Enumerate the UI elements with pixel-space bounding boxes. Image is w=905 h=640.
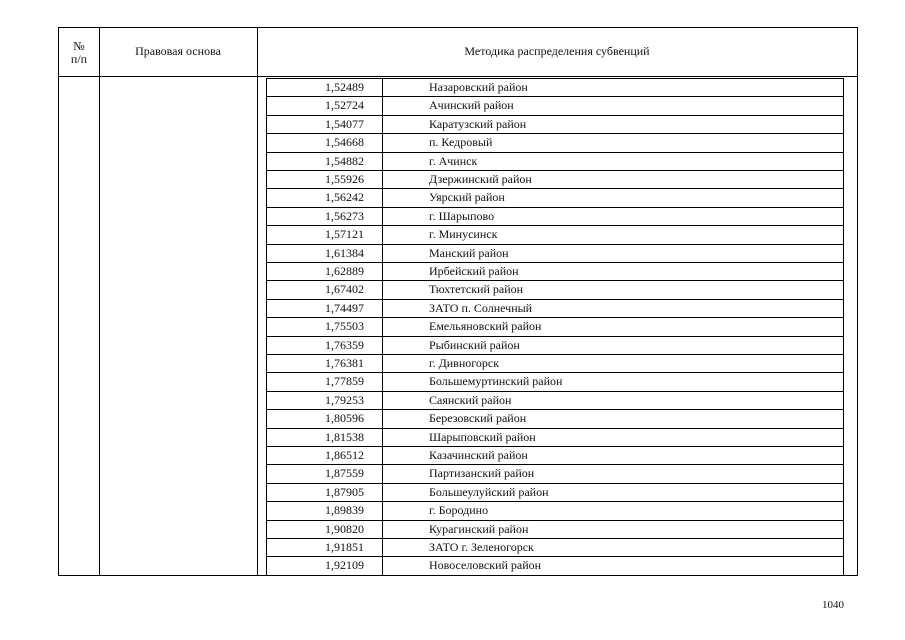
municipality-name: Рыбинский район bbox=[429, 337, 520, 352]
cell-divider bbox=[382, 300, 383, 317]
table-row bbox=[267, 78, 843, 96]
municipality-name: Уярский район bbox=[429, 190, 505, 205]
cell-divider bbox=[382, 447, 383, 464]
cell-divider bbox=[382, 79, 383, 96]
municipality-name: п. Кедровый bbox=[429, 135, 493, 150]
header-methodology: Методика распределения субвенций bbox=[464, 44, 650, 58]
coefficient-value: 1,62889 bbox=[325, 264, 364, 278]
coefficient-value: 1,56273 bbox=[325, 208, 364, 223]
coefficient-value: 1,76359 bbox=[325, 337, 364, 352]
municipality-name: Емельяновский район bbox=[429, 319, 542, 334]
coefficient-value: 1,86512 bbox=[325, 448, 364, 462]
municipality-name: г. Минусинск bbox=[429, 227, 498, 242]
municipality-name: Курагинский район bbox=[429, 521, 529, 536]
table-row bbox=[267, 464, 843, 482]
municipality-name: г. Шарыпово bbox=[429, 208, 495, 223]
coefficient-value: 1,74497 bbox=[325, 300, 364, 315]
municipality-name: г. Бородино bbox=[429, 503, 489, 518]
cell-divider bbox=[382, 281, 383, 298]
cell-divider bbox=[382, 502, 383, 519]
coefficient-value: 1,92109 bbox=[325, 558, 364, 573]
table-row bbox=[267, 372, 843, 390]
municipality-name: г. Дивногорск bbox=[429, 356, 500, 370]
header-number bbox=[59, 40, 99, 66]
coefficient-value: 1,87559 bbox=[325, 466, 364, 481]
municipality-name: ЗАТО п. Солнечный bbox=[429, 300, 533, 315]
table-row bbox=[267, 538, 843, 556]
cell-divider bbox=[382, 392, 383, 409]
coefficient-value: 1,54882 bbox=[325, 153, 364, 168]
coefficient-value: 1,61384 bbox=[325, 245, 364, 260]
coefficient-value: 1,75503 bbox=[325, 319, 364, 334]
table-row bbox=[267, 152, 843, 170]
table-row bbox=[267, 520, 843, 538]
cell-divider bbox=[382, 171, 383, 188]
coefficient-value: 1,55926 bbox=[325, 172, 364, 186]
table-row bbox=[267, 428, 843, 446]
cell-divider bbox=[382, 226, 383, 243]
column-divider-2 bbox=[257, 28, 258, 575]
cell-divider bbox=[382, 484, 383, 501]
cell-divider bbox=[382, 355, 383, 372]
table-row bbox=[267, 354, 843, 372]
municipality-name: Партизанский район bbox=[429, 466, 535, 481]
table-row bbox=[267, 262, 843, 280]
table-row bbox=[267, 299, 843, 317]
cell-divider bbox=[382, 373, 383, 390]
cell-divider bbox=[382, 410, 383, 427]
municipality-name: Ачинский район bbox=[429, 98, 514, 113]
cell-divider bbox=[382, 153, 383, 170]
table-row bbox=[267, 280, 843, 298]
municipality-name: Тюхтетский район bbox=[429, 282, 524, 297]
cell-divider bbox=[382, 208, 383, 225]
coefficient-value: 1,56242 bbox=[325, 190, 364, 205]
table-row bbox=[267, 170, 843, 188]
cell-divider bbox=[382, 465, 383, 482]
table-row bbox=[267, 483, 843, 501]
coefficient-value: 1,52489 bbox=[325, 80, 364, 94]
coefficient-value: 1,79253 bbox=[325, 392, 364, 407]
municipality-name: Дзержинский район bbox=[429, 172, 532, 186]
coefficient-value: 1,77859 bbox=[325, 374, 364, 389]
municipality-name: Манский район bbox=[429, 245, 509, 260]
table-row bbox=[267, 446, 843, 464]
cell-divider bbox=[382, 189, 383, 206]
municipality-name: Шарыповский район bbox=[429, 429, 536, 444]
municipality-name: Новоселовский район bbox=[429, 558, 542, 573]
coefficient-value: 1,87905 bbox=[325, 484, 364, 499]
coefficient-value: 1,76381 bbox=[325, 356, 364, 370]
table-row bbox=[267, 188, 843, 206]
municipality-name: Казачинский район bbox=[429, 448, 528, 462]
cell-divider bbox=[382, 263, 383, 280]
cell-divider bbox=[382, 134, 383, 151]
coefficient-value: 1,81538 bbox=[325, 429, 364, 444]
municipality-name: Березовский район bbox=[429, 411, 527, 426]
column-divider-1 bbox=[99, 28, 100, 575]
cell-divider bbox=[382, 337, 383, 354]
table-row bbox=[267, 244, 843, 262]
cell-divider bbox=[382, 429, 383, 446]
municipality-name: Большеулуйский район bbox=[429, 484, 549, 499]
coefficient-value: 1,90820 bbox=[325, 521, 364, 536]
coefficient-value: 1,80596 bbox=[325, 411, 364, 426]
coefficient-value: 1,91851 bbox=[325, 540, 364, 554]
cell-divider bbox=[382, 97, 383, 114]
coefficient-value: 1,52724 bbox=[325, 98, 364, 113]
header-legal-basis: Правовая основа bbox=[135, 44, 221, 58]
coefficient-value: 1,54668 bbox=[325, 135, 364, 150]
table-row bbox=[267, 133, 843, 151]
main-table bbox=[58, 27, 858, 576]
table-row bbox=[267, 336, 843, 354]
municipality-name: Большемуртинский район bbox=[429, 374, 563, 389]
table-row bbox=[267, 391, 843, 409]
page-number: 1040 bbox=[822, 599, 844, 611]
table-row bbox=[267, 317, 843, 335]
header-number-symbol: № bbox=[73, 39, 85, 53]
coefficient-table bbox=[266, 78, 844, 576]
coefficient-value: 1,67402 bbox=[325, 282, 364, 297]
cell-divider bbox=[382, 539, 383, 556]
cell-divider bbox=[382, 245, 383, 262]
cell-divider bbox=[382, 557, 383, 574]
table-row bbox=[267, 225, 843, 243]
cell-divider bbox=[382, 116, 383, 133]
municipality-name: Саянский район bbox=[429, 392, 512, 407]
cell-divider bbox=[382, 318, 383, 335]
coefficient-value: 1,57121 bbox=[325, 227, 364, 242]
header-number-abbr: п/п bbox=[70, 52, 88, 66]
table-row bbox=[267, 501, 843, 519]
table-row bbox=[267, 409, 843, 427]
table-row bbox=[267, 96, 843, 114]
table-row bbox=[267, 207, 843, 225]
municipality-name: Назаровский район bbox=[429, 80, 528, 94]
coefficient-value: 1,54077 bbox=[325, 116, 364, 131]
municipality-name: Каратузский район bbox=[429, 116, 527, 131]
header-divider bbox=[59, 76, 857, 77]
coefficient-value: 1,89839 bbox=[325, 503, 364, 518]
municipality-name: Ирбейский район bbox=[429, 264, 519, 278]
municipality-name: г. Ачинск bbox=[429, 153, 478, 168]
table-row bbox=[267, 556, 843, 574]
cell-divider bbox=[382, 521, 383, 538]
municipality-name: ЗАТО г. Зеленогорск bbox=[429, 540, 534, 554]
table-row bbox=[267, 115, 843, 133]
